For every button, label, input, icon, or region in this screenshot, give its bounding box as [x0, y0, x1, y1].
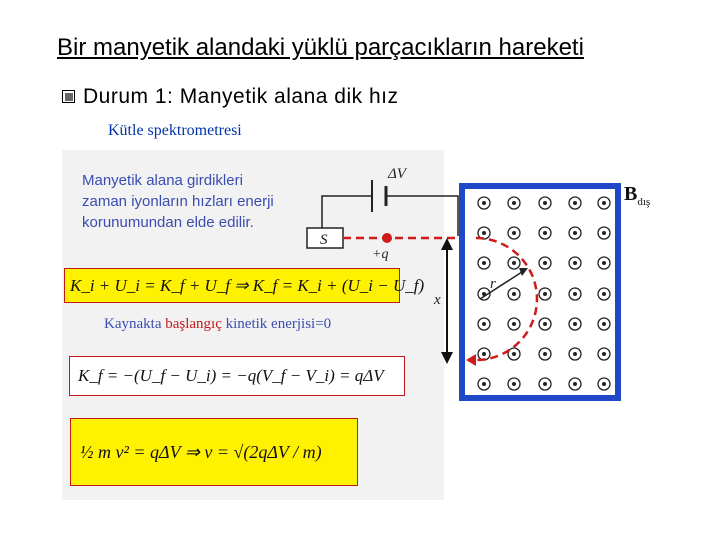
field-dot-center — [602, 292, 606, 296]
field-dot-center — [543, 261, 547, 265]
field-dot-center — [602, 201, 606, 205]
field-dot-center — [482, 382, 486, 386]
field-dot-center — [543, 231, 547, 235]
field-label: $B_{dış}$ — [624, 183, 651, 208]
field-dot-center — [543, 352, 547, 356]
field-dot-center — [512, 292, 516, 296]
field-dot-center — [482, 322, 486, 326]
note-highlight: başlangıç — [165, 316, 222, 332]
distance-label: x — [434, 292, 441, 308]
field-dot-center — [543, 292, 547, 296]
field-dot-center — [482, 231, 486, 235]
charge-label: +q — [372, 247, 389, 262]
equation-1: K_i + U_i = K_f + U_f ⇒ K_f = K_i + (U_i − U_f) — [70, 276, 425, 295]
slide-title: Bir manyetik alandaki yüklü parçacıkların hareketi — [57, 34, 584, 61]
field-dot-center — [543, 201, 547, 205]
equation-2: K_f = −(U_f − U_i) = −q(V_f − V_i) = qΔV — [78, 366, 384, 385]
bullet-text: Durum 1: Manyetik alana dik hız — [83, 85, 399, 108]
field-dot-center — [602, 322, 606, 326]
field-dot-center — [602, 352, 606, 356]
field-dot-center — [573, 201, 577, 205]
field-dot-center — [482, 352, 486, 356]
field-dot-center — [573, 352, 577, 356]
field-dot-center — [512, 261, 516, 265]
section-label: Kütle spektrometresi — [108, 122, 242, 139]
field-dot-center — [543, 322, 547, 326]
field-dot-center — [512, 231, 516, 235]
charged-particle — [382, 233, 392, 243]
field-dot-center — [573, 231, 577, 235]
equation-3: ½ m v² = qΔV ⇒ v = √(2qΔV / m) — [80, 442, 322, 462]
field-dot-center — [482, 201, 486, 205]
field-dot-center — [482, 261, 486, 265]
field-dot-center — [602, 382, 606, 386]
field-dot-center — [573, 292, 577, 296]
field-dot-center — [512, 322, 516, 326]
field-dot-center — [573, 261, 577, 265]
field-dot-center — [573, 322, 577, 326]
field-dot-center — [573, 382, 577, 386]
note-after: kinetik enerjisi=0 — [221, 316, 332, 332]
source-label: S — [320, 232, 328, 248]
radius-label: r — [490, 276, 496, 292]
field-dot-center — [512, 201, 516, 205]
intro-text: Manyetik alana girdikleri zaman iyonların hızları enerji korunumundan elde edilir. — [82, 172, 274, 231]
delta-v-label: ΔV — [388, 166, 406, 182]
field-dot-center — [602, 261, 606, 265]
field-dot-center — [512, 382, 516, 386]
field-dot-center — [512, 352, 516, 356]
field-dot-center — [602, 231, 606, 235]
note-before: Kaynakta — [104, 316, 166, 332]
field-dot-center — [543, 382, 547, 386]
